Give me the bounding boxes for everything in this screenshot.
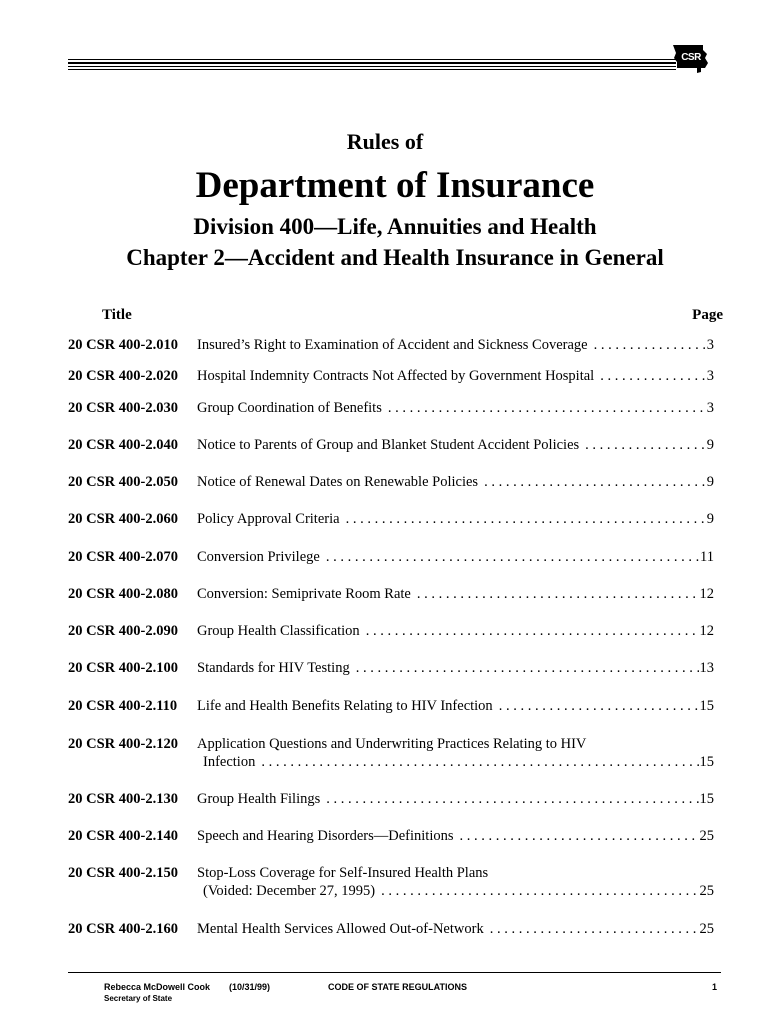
rule-code: 20 CSR 400-2.130 (68, 791, 178, 807)
rule-code: 20 CSR 400-2.040 (68, 437, 178, 453)
rule-code: 20 CSR 400-2.110 (68, 698, 178, 714)
dot-leader (417, 585, 699, 603)
rule-code: 20 CSR 400-2.020 (68, 368, 178, 384)
page-number: 13 (699, 660, 714, 676)
rule-title: Mental Health Services Allowed Out-of-Network (197, 921, 484, 937)
dot-leader (261, 753, 698, 771)
rule-title: Conversion Privilege (197, 549, 320, 565)
rule-title: Group Health Classification (197, 623, 360, 639)
rule-title: Life and Health Benefits Relating to HIV Infection (197, 698, 493, 714)
dot-leader (326, 548, 699, 566)
footer-author-title: Secretary of State (104, 994, 173, 1003)
chapter-heading: Chapter 2—Accident and Health Insurance in General (126, 245, 664, 270)
rule-code: 20 CSR 400-2.030 (68, 400, 178, 416)
page-number: 15 (699, 754, 714, 770)
rule-title: Standards for HIV Testing (197, 660, 350, 676)
rule-code: 20 CSR 400-2.090 (68, 623, 178, 639)
page-number: 3 (706, 400, 714, 416)
rule-title: Application Questions and Underwriting Practices Relating to HIV (197, 736, 587, 752)
rule-code: 20 CSR 400-2.060 (68, 511, 178, 527)
page-number: 25 (699, 828, 714, 844)
dot-leader (585, 436, 706, 454)
rule-title: Policy Approval Criteria (197, 511, 340, 527)
page-number: 12 (699, 623, 714, 639)
page-number: 3 (706, 337, 714, 353)
dot-leader (388, 399, 706, 417)
rule-code: 20 CSR 400-2.050 (68, 474, 178, 490)
page-number: 11 (700, 549, 714, 565)
dot-leader (484, 473, 706, 491)
dot-leader (366, 622, 699, 640)
dot-leader (594, 336, 706, 354)
rule-code: 20 CSR 400-2.150 (68, 865, 178, 881)
dot-leader (346, 510, 706, 528)
footer-rule (68, 972, 721, 973)
rule-title: Notice to Parents of Group and Blanket Student Accident Policies (197, 437, 580, 453)
rule-title: Group Coordination of Benefits (197, 400, 382, 416)
rule-code: 20 CSR 400-2.120 (68, 736, 178, 752)
column-header-page: Page (692, 307, 723, 323)
column-header-title: Title (102, 307, 132, 323)
rule-code: 20 CSR 400-2.080 (68, 586, 178, 602)
logo-text: CSR (681, 52, 701, 63)
page-number: 15 (699, 698, 714, 714)
rule-code: 20 CSR 400-2.140 (68, 828, 178, 844)
dot-leader (499, 697, 699, 715)
rule-title: Conversion: Semiprivate Room Rate (197, 586, 411, 602)
rule-code: 20 CSR 400-2.100 (68, 660, 178, 676)
rule-code: 20 CSR 400-2.160 (68, 921, 178, 937)
dot-leader (490, 920, 699, 938)
page-number: 12 (699, 586, 714, 602)
page-number: 9 (706, 437, 714, 453)
dot-leader (326, 790, 698, 808)
footer-date: (10/31/99) (229, 982, 271, 992)
rule-code: 20 CSR 400-2.070 (68, 549, 178, 565)
department-title: Department of Insurance (195, 165, 595, 206)
dot-leader (600, 367, 706, 385)
footer-publication: CODE OF STATE REGULATIONS (328, 982, 467, 992)
footer-author: Rebecca McDowell Cook (104, 982, 211, 992)
page-number: 15 (699, 791, 714, 807)
footer-page-number: 1 (712, 982, 718, 992)
page-number: 9 (706, 511, 714, 527)
dot-leader (460, 827, 699, 845)
rule-code: 20 CSR 400-2.010 (68, 337, 178, 353)
rule-title: Group Health Filings (197, 791, 321, 807)
rule-title: Notice of Renewal Dates on Renewable Policies (197, 474, 479, 490)
header-rule (68, 59, 676, 73)
dot-leader (356, 659, 699, 677)
page-number: 9 (706, 474, 714, 490)
rule-title: Insured’s Right to Examination of Accident and Sickness Coverage (197, 337, 588, 353)
rule-title: Hospital Indemnity Contracts Not Affected by Government Hospital (197, 368, 595, 384)
page-number: 25 (699, 883, 714, 899)
rules-of-heading: Rules of (346, 129, 424, 154)
rule-title-continued: (Voided: December 27, 1995) (203, 883, 376, 899)
rule-title-continued: Infection (203, 754, 256, 770)
dot-leader (381, 882, 698, 900)
rule-title: Stop-Loss Coverage for Self-Insured Health Plans (197, 865, 489, 881)
rule-title: Speech and Hearing Disorders—Definitions (197, 828, 454, 844)
page-number: 3 (706, 368, 714, 384)
page-number: 25 (699, 921, 714, 937)
division-heading: Division 400—Life, Annuities and Health (193, 214, 597, 239)
